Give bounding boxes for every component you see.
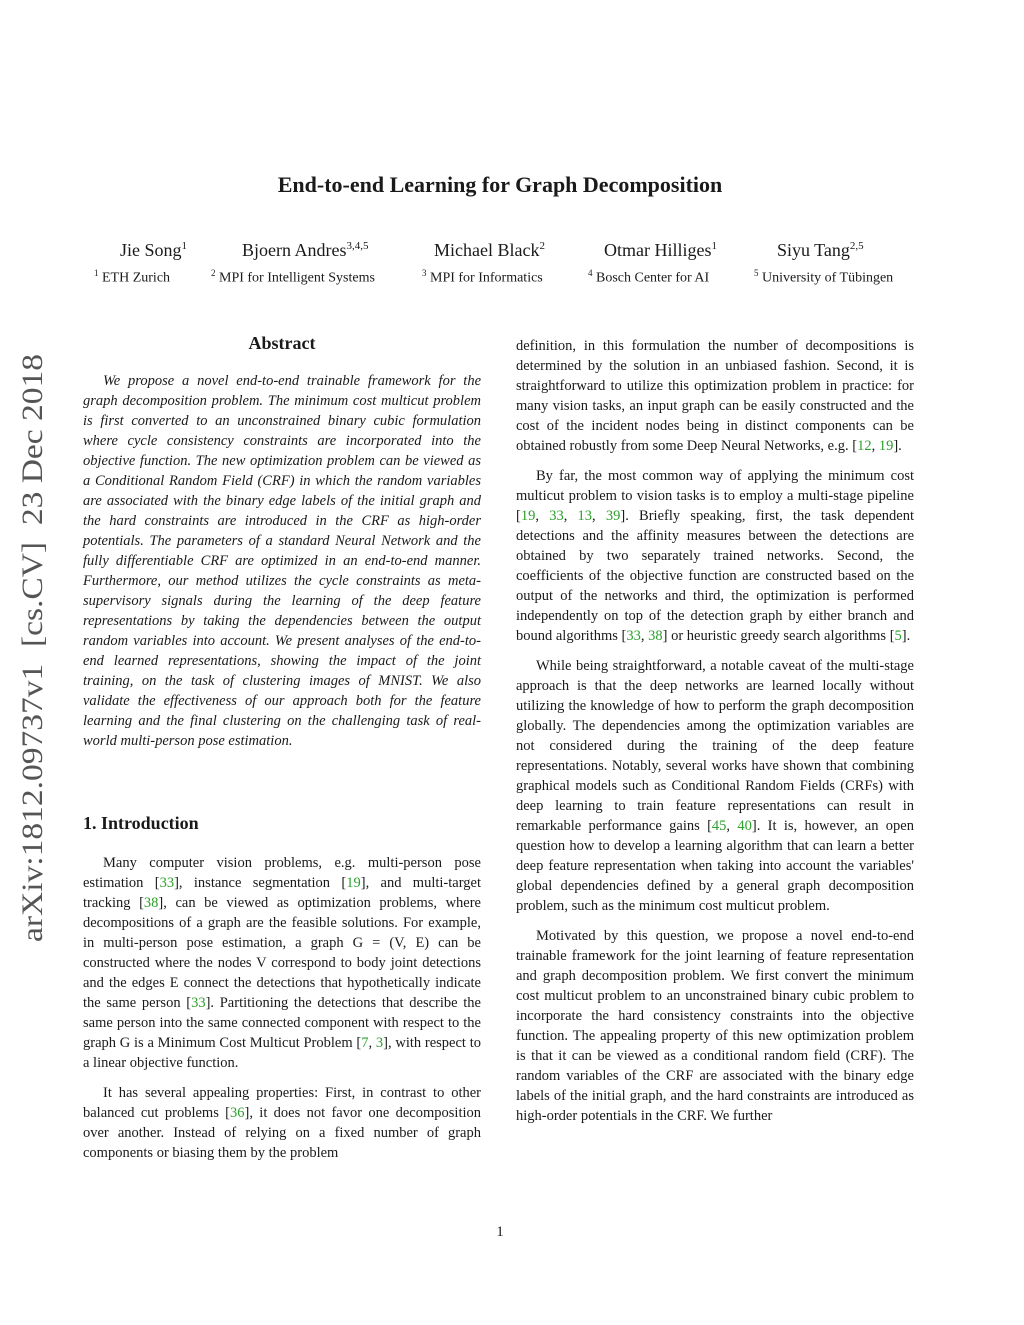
author-sup: 1	[181, 240, 188, 252]
text-run: ,	[368, 1035, 376, 1051]
text-run: ].	[893, 438, 902, 454]
text-run: By far, the most common way of applying the minimum cost multicut problem to vision tasks is to employ a multi-stage pipeline [	[516, 468, 914, 524]
citation-link[interactable]: 19	[346, 875, 361, 891]
author-sup: 2	[539, 240, 545, 252]
arxiv-stamp-svg	[8, 350, 52, 950]
affiliation-name: ETH Zurich	[102, 270, 171, 286]
abstract-text: We propose a novel end-to-end trainable framework for the graph decomposition problem. The minimum cost multicut problem is first converted to an unconstrained binary cubic formulation where cycle consistency constraints are incorporated into the objective function. The new optimization problem can be viewed as a Conditional Random Field (CRF) in which the random variables are associated with the binary edge labels of the initial graph and the hard constraints are introduced in the CRF as high-order potentials. The parameters of a standard Neural Network and the fully differentiable CRF are optimized in an end-to-end manner. Furthermore, our method utilizes the cycle constraints as meta-supervisory signals during the learning of the deep feature representations by taking the dependencies between the output random variables into account. We present analyses of the end-to-end learned representations, showing the impact of the joint training, on the task of clustering images of MNIST. We also validate the effectiveness of our approach both for the feature learning and the final clustering on the challenging task of real-world multi-person pose estimation.	[83, 373, 481, 749]
text-run: ,	[563, 508, 578, 524]
citation-link[interactable]: 45	[711, 818, 727, 834]
text-run: While being straightforward, a notable caveat of the multi-stage approach is that the deep networks are learned locally without utilizing the knowledge of how to perform the graph decomposition globally. The dependencies among the optimization variables are not considered during the training of the deep feature representations. Notably, several works have shown that combining graphical models such as Conditional Random Fields (CRFs) with deep learning to train feature representations can result in remarkable performance gains [	[516, 658, 914, 834]
text-run: ,	[871, 438, 879, 454]
right-paragraph-3	[516, 656, 914, 916]
text-run: definition, in this formulation the number of decompositions is determined by the solution in an unbiased fashion. Second, it is straightforward to utilize this optimization problem in practice: for many vision tasks, an input graph can be easily constructed and the cost of the incident nodes being in distinct components can be obtained robustly from some Deep Neural Networks, e.g. [	[516, 338, 914, 454]
text-run: It has several appealing properties: First, in contrast to other balanced cut problems [	[83, 1085, 481, 1121]
text-run: ,	[535, 508, 550, 524]
text-run: ], with respect to a linear objective function.	[83, 1035, 481, 1071]
citation-link[interactable]: 12	[857, 438, 872, 454]
affiliation	[211, 268, 375, 287]
affiliation	[588, 268, 709, 287]
right-paragraph-2	[516, 466, 914, 646]
author	[120, 240, 187, 261]
author-sup: 2,5	[849, 240, 864, 252]
right-paragraph-4: Motivated by this question, we propose a novel end-to-end trainable framework for the joint learning of feature representation and graph decomposition problem. We first convert the minimum cost multicut problem to an unconstrained binary cubic problem to incorporate the hard consistency constraints into the objective function. The appealing property of this new optimization problem is that it can be viewed as a conditional random field (CRF). The random variables of the CRF are associated with the binary edge labels of the initial graph, and the hard constraints are introduced as high-order potentials in the CRF. We further	[516, 928, 914, 1124]
affiliation-name: University of Tübingen	[762, 270, 894, 286]
affiliation-name: MPI for Informatics	[430, 270, 543, 286]
author	[242, 240, 368, 261]
text-run: ,	[726, 818, 738, 834]
author	[434, 240, 545, 261]
affiliation-sup: 1	[94, 268, 99, 278]
affiliation	[422, 268, 543, 287]
affiliation-name: MPI for Intelligent Systems	[219, 270, 375, 286]
citation-link[interactable]: 39	[605, 508, 621, 524]
page-number: 1	[496, 1224, 504, 1240]
text-run: ], and multi-target tracking [	[83, 875, 481, 911]
arxiv-stamp-text: arXiv:1812.09737v1 [cs.CV] 23 Dec 2018	[16, 415, 49, 942]
author	[777, 240, 864, 261]
text-run: ,	[640, 628, 649, 644]
citation-link[interactable]: 19	[878, 438, 894, 454]
citation-link[interactable]: 3	[375, 1035, 384, 1051]
left-column	[83, 333, 481, 1173]
affiliation	[94, 268, 170, 287]
citation-link[interactable]: 33	[626, 628, 641, 644]
text-run: ,	[592, 508, 606, 524]
affiliation-sup: 2	[211, 268, 216, 278]
intro-paragraph-2	[83, 1083, 481, 1163]
citation-link[interactable]: 40	[737, 818, 752, 834]
citation-link[interactable]: 7	[361, 1035, 369, 1051]
citation-link[interactable]: 13	[577, 508, 593, 524]
text-run: ], can be viewed as optimization problems, where decompositions of a graph are the feasible solutions. For example, in multi-person pose estimation, a graph G = (V, E) can be constructed where the nodes V correspond to body joint detections and the edges E connect the detections that hypothetically indicate the same person [	[83, 895, 481, 1011]
citation-link[interactable]: 33	[191, 995, 206, 1011]
text-run: ]. Briefly speaking, first, the task dependent detections and the affinity measures between the detections are obtained by two separately trained networks. Second, the coefficients of the objective function are constructed based on the output of the networks and third, the optimization is performed independently on top of the detection graph by either branch and bound algorithms [	[516, 508, 914, 644]
citation-link[interactable]: 38	[143, 895, 159, 911]
citation-link[interactable]: 5	[894, 628, 902, 644]
author-name: Siyu Tang	[777, 240, 850, 260]
citation-link[interactable]: 38	[648, 628, 663, 644]
affiliation	[754, 268, 893, 287]
text-run: ].	[901, 628, 911, 644]
abstract-heading: Abstract	[248, 333, 316, 353]
intro-paragraph-1	[83, 853, 481, 1073]
author-name: Otmar Hilliges	[604, 240, 712, 260]
right-column	[516, 336, 914, 1136]
paper-title: End-to-end Learning for Graph Decomposition	[277, 172, 723, 197]
text-run: ], it does not favor one decomposition over another. Instead of relying on a fixed number of graph components or biasing them by the problem	[83, 1105, 481, 1161]
affiliation-name: Bosch Center for AI	[596, 270, 710, 286]
text-run: Many computer vision problems, e.g. multi-person pose estimation [	[83, 855, 481, 891]
text-run: ]. It is, however, an open question how to develop a learning algorithm that can learn a better deep feature representation when taking into account the variables' global dependencies defined by a general graph decomposition problem, such as the minimum cost multicut problem.	[516, 818, 914, 914]
arxiv-stamp	[8, 350, 52, 950]
affiliation-sup: 3	[422, 268, 427, 278]
intro-heading: 1. Introduction	[83, 813, 199, 833]
citation-link[interactable]: 36	[230, 1105, 245, 1121]
author-sup: 3,4,5	[346, 240, 369, 252]
author	[604, 240, 717, 261]
author-name: Michael Black	[434, 240, 540, 260]
citation-link[interactable]: 19	[520, 508, 536, 524]
author-sup: 1	[711, 240, 717, 252]
citation-link[interactable]: 33	[159, 875, 175, 891]
affiliation-sup: 4	[588, 268, 593, 278]
text-run: ]. Partitioning the detections that describe the same person into the same connected component with respect to the graph G is a Minimum Cost Multicut Problem [	[83, 995, 481, 1051]
author-name: Bjoern Andres	[242, 240, 347, 260]
right-paragraph-1	[516, 336, 914, 456]
affiliation-sup: 5	[754, 268, 759, 278]
text-run: ] or heuristic greedy search algorithms [	[662, 628, 895, 644]
text-run: ], instance segmentation [	[174, 875, 347, 891]
citation-link[interactable]: 33	[549, 508, 564, 524]
author-name: Jie Song	[120, 240, 182, 260]
